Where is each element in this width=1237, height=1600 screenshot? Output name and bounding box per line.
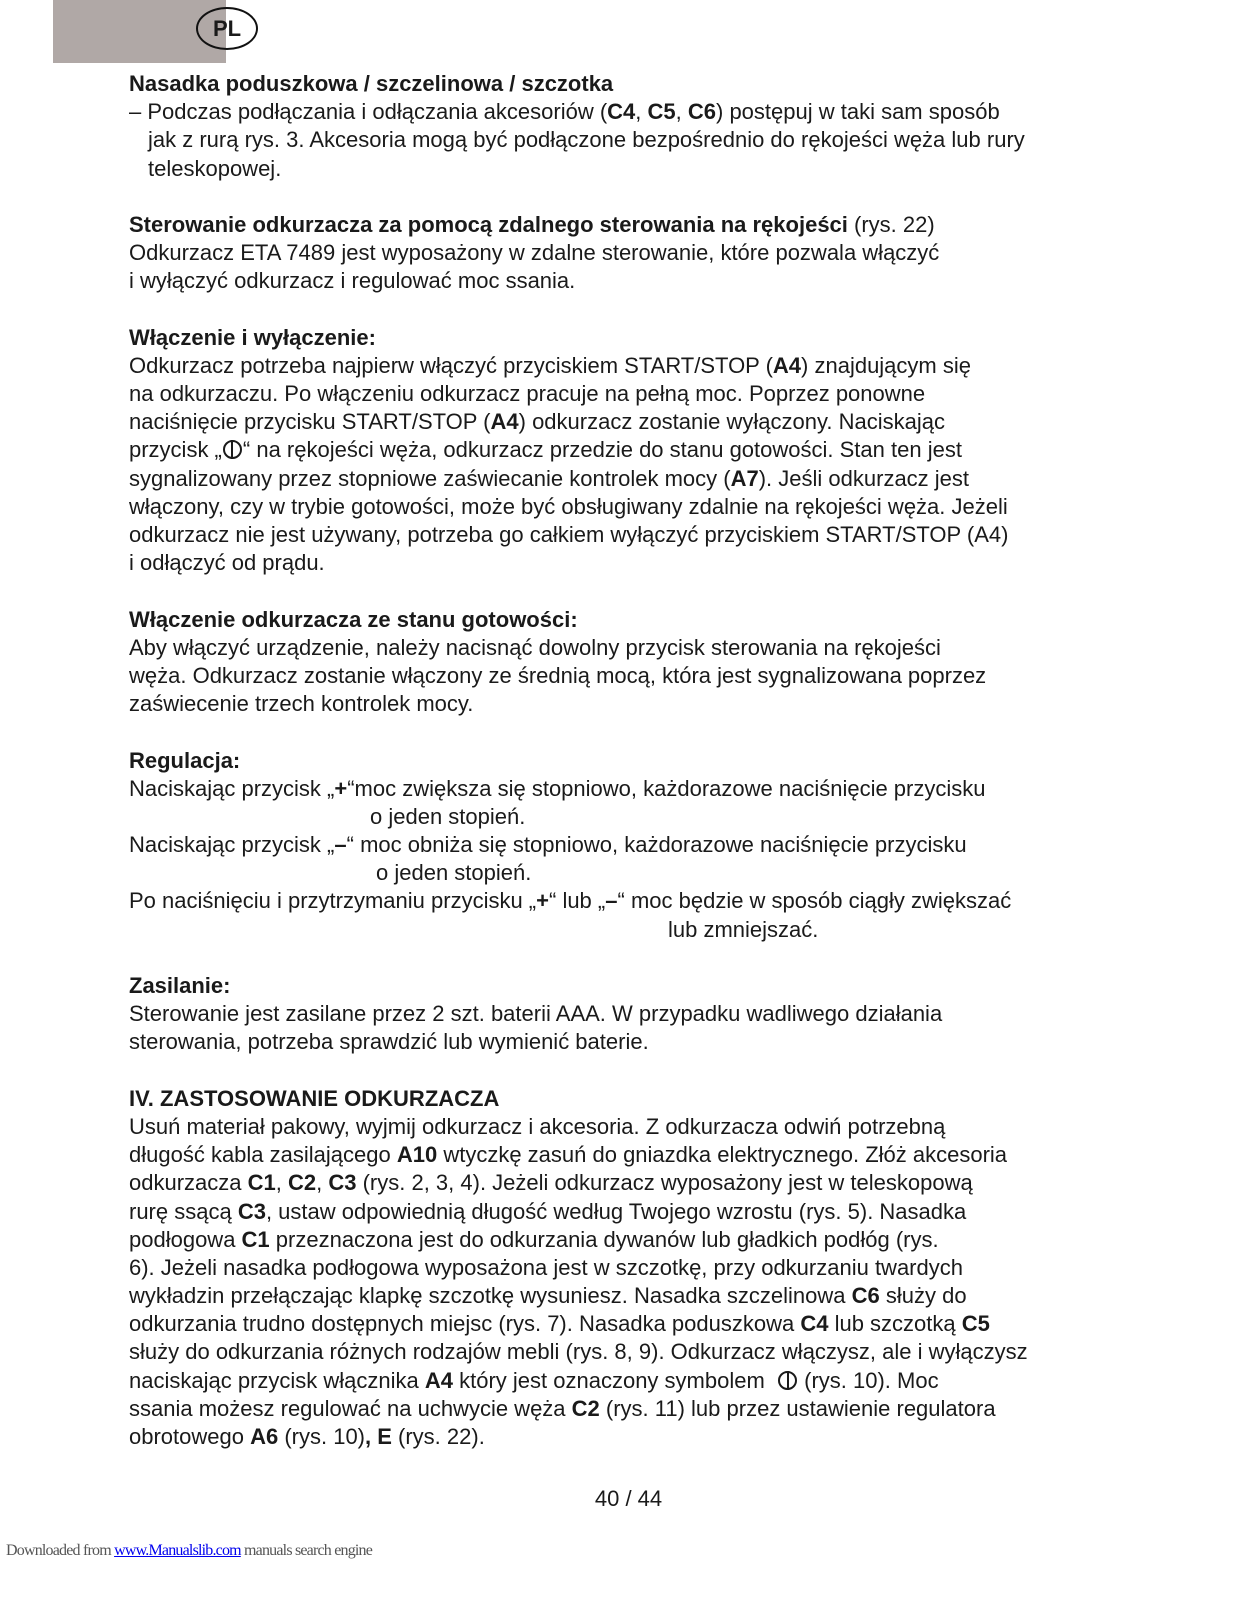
bold-text: C5: [647, 99, 676, 125]
text: naciśnięcie przycisku START/STOP (: [129, 409, 491, 435]
text: ) odkurzacz zostanie wyłączony. Naciskając: [518, 409, 945, 435]
text: jak z rurą rys. 3. Akcesoria mogą być podłączone bezpośrednio do rękojeści węża lub rury: [148, 127, 1025, 153]
footer-prefix: Downloaded from: [6, 1542, 115, 1559]
page-number: 40 / 44: [594, 1486, 663, 1511]
text-line: [129, 916, 1129, 944]
text-line: [129, 859, 1129, 887]
text-line: [129, 1226, 1129, 1254]
bold-text: C4: [800, 1311, 829, 1337]
text-line: [129, 98, 1129, 126]
text-line: [129, 662, 1129, 690]
text: ,: [275, 1170, 288, 1196]
text: i wyłączyć odkurzacz i regulować moc ssania.: [129, 268, 576, 294]
bold-text: Nasadka poduszkowa / szczelinowa / szczotka: [129, 71, 614, 96]
text: “ moc będzie w sposób ciągły zwiększać: [617, 888, 1012, 914]
text-line: [129, 1254, 1129, 1282]
bold-text: C5: [961, 1311, 990, 1337]
text: rurę ssącą: [129, 1198, 238, 1224]
power-icon: [778, 1371, 797, 1390]
text-line: [129, 436, 1129, 464]
bold-text: A7: [730, 465, 759, 491]
text: “ na rękojeści węża, odkurzacz przedzie do stanu gotowości. Stan ten jest: [242, 437, 962, 463]
text: ) znajdującym się: [801, 352, 971, 378]
bold-text: Regulacja:: [129, 747, 241, 773]
text-line: [129, 887, 1129, 915]
text-line: [129, 521, 1129, 549]
bold-text: A4: [490, 409, 519, 435]
language-tab: [53, 0, 242, 63]
text: przycisk „: [129, 437, 222, 463]
text: “ moc obniża się stopniowo, każdorazowe naciśnięcie przycisku: [346, 832, 967, 858]
text: o jeden stopień.: [376, 860, 532, 886]
blank-line: [129, 718, 1129, 746]
bold-text: C2: [287, 1170, 317, 1196]
text: lub zmniejszać.: [668, 916, 819, 942]
text-line: [129, 1338, 1129, 1366]
text-line: [129, 1423, 1129, 1451]
text-line: [129, 1000, 1129, 1028]
text-line: [129, 1028, 1129, 1056]
text: ,: [316, 1170, 329, 1196]
text-line: [129, 1141, 1129, 1169]
bold-text: C1: [247, 1170, 276, 1196]
text: wtyczkę zasuń do gniazdka elektrycznego. Złóż akcesoria: [437, 1142, 1008, 1168]
document-body: [129, 70, 1129, 1451]
text-line: [129, 1198, 1129, 1226]
bold-text: +: [334, 775, 348, 801]
text: (rys. 22): [847, 211, 935, 237]
bold-text: A6: [250, 1424, 279, 1449]
bold-text: Włączenie i wyłączenie:: [129, 324, 376, 350]
text: sygnalizowany przez stopniowe zaświecanie kontrolek mocy (: [129, 465, 731, 491]
text: i odłączyć od prądu.: [129, 550, 325, 576]
text: włączony, czy w trybie gotowości, może być obsługiwany zdalnie na rękojeści węża. Jeżeli: [129, 493, 1008, 519]
text-line: [129, 380, 1129, 408]
text: , ustaw odpowiednią długość według Twojego wzrostu (rys. 5). Nasadka: [265, 1198, 967, 1224]
text-line: [129, 493, 1129, 521]
bold-text: C4: [607, 99, 636, 125]
blank-line: [129, 577, 1129, 605]
bold-text: Włączenie odkurzacza ze stanu gotowości:: [129, 606, 578, 632]
blank-line: [129, 1057, 1129, 1085]
text: przeznaczona jest do odkurzania dywanów lub gładkich podłóg (rys.: [269, 1226, 939, 1252]
bold-text: C6: [687, 99, 716, 125]
text: (rys. 10). Moc: [798, 1367, 939, 1393]
text: długość kabla zasilającego: [129, 1142, 397, 1168]
bold-text: A4: [424, 1367, 453, 1393]
text-line: [129, 634, 1129, 662]
text-line: [129, 324, 1129, 352]
text: odkurzania trudno dostępnych miejsc (rys. 7). Nasadka poduszkowa: [129, 1311, 801, 1337]
blank-line: [129, 183, 1129, 211]
bold-text: +: [536, 888, 549, 914]
text: ) postępuj w taki sam sposób: [716, 99, 1000, 125]
text: ,: [635, 99, 648, 125]
text-line: [129, 775, 1129, 803]
text-line: [129, 606, 1129, 634]
text-line: [129, 972, 1129, 1000]
text-line: [129, 408, 1129, 436]
text-line: [129, 690, 1129, 718]
text-line: [129, 1367, 1129, 1395]
bold-text: IV. ZASTOSOWANIE ODKURZACZA: [129, 1085, 500, 1111]
text: (rys. 2, 3, 4). Jeżeli odkurzacz wyposażony jest w teleskopową: [356, 1170, 973, 1196]
text: Usuń materiał pakowy, wyjmij odkurzacz i akcesoria. Z odkurzacza odwiń potrzebną: [129, 1113, 946, 1139]
text: wykładzin przełączając klapkę szczotkę wysuniesz. Nasadka szczelinowa: [129, 1283, 852, 1309]
text-line: [129, 155, 1129, 183]
text: o jeden stopień.: [370, 803, 526, 829]
text-line: [129, 1085, 1129, 1113]
text: “moc zwiększa się stopniowo, każdorazowe naciśnięcie przycisku: [347, 775, 986, 801]
bold-text: , E: [365, 1424, 392, 1449]
power-icon: [223, 440, 242, 459]
manualslib-link[interactable]: www.Manualslib.com: [114, 1542, 241, 1559]
text-line: [129, 1395, 1129, 1423]
bold-text: A10: [396, 1142, 438, 1168]
text: ssania możesz regulować na uchwycie węża: [129, 1395, 572, 1421]
bold-text: –: [334, 832, 347, 858]
bold-text: Sterowanie odkurzacza za pomocą zdalnego sterowania na rękojeści: [129, 211, 848, 237]
text: Po naciśnięciu i przytrzymaniu przycisku „: [129, 888, 537, 914]
text: odkurzacza: [129, 1170, 248, 1196]
blank-line: [129, 296, 1129, 324]
text: (rys. 11) lub przez ustawienie regulatora: [599, 1395, 996, 1421]
text-line: [129, 803, 1129, 831]
text: lub szczotką: [828, 1311, 962, 1337]
bold-text: C6: [851, 1283, 880, 1309]
text-line: [129, 831, 1129, 859]
text-line: [129, 126, 1129, 154]
text-line: [129, 211, 1129, 239]
text: Aby włączyć urządzenie, należy nacisnąć dowolny przycisk sterowania na rękojeści: [129, 634, 941, 660]
text: ,: [675, 99, 688, 125]
download-footer: [6, 1542, 372, 1560]
text: Odkurzacz potrzeba najpierw włączyć przyciskiem START/STOP (: [129, 352, 773, 378]
text: zaświecenie trzech kontrolek mocy.: [129, 691, 474, 717]
text: który jest oznaczony symbolem: [453, 1367, 778, 1393]
text: – Podczas podłączania i odłączania akcesoriów (: [129, 99, 608, 125]
text-line: [129, 239, 1129, 267]
text: (rys. 10): [278, 1424, 366, 1449]
text-line: [129, 1282, 1129, 1310]
text-line: [129, 1169, 1129, 1197]
text: obrotowego: [129, 1424, 251, 1449]
text: służy do odkurzania różnych rodzajów mebli (rys. 8, 9). Odkurzacz włączysz, ale i wyłączysz: [129, 1339, 1028, 1365]
text: odkurzacz nie jest używany, potrzeba go całkiem wyłączyć przyciskiem START/STOP (A4): [129, 522, 1009, 547]
bold-text: C2: [571, 1395, 600, 1421]
text-line: [129, 747, 1129, 775]
text: (rys. 22).: [391, 1424, 485, 1449]
text: naciskając przycisk włącznika: [129, 1367, 425, 1393]
text-line: [129, 465, 1129, 493]
text: 6). Jeżeli nasadka podłogowa wyposażona jest w szczotkę, przy odkurzaniu twardych: [129, 1254, 963, 1280]
bold-text: A4: [772, 352, 802, 378]
text: sterowania, potrzeba sprawdzić lub wymienić baterie.: [129, 1029, 649, 1055]
text: Sterowanie jest zasilane przez 2 szt. baterii AAA. W przypadku wadliwego działania: [129, 1001, 943, 1027]
text-line: [129, 549, 1129, 577]
bold-text: Zasilanie:: [129, 973, 231, 998]
bold-text: C3: [237, 1198, 266, 1224]
footer-suffix: manuals search engine: [240, 1542, 373, 1559]
blank-line: [129, 944, 1129, 972]
text: teleskopowej.: [148, 155, 282, 181]
text: węża. Odkurzacz zostanie włączony ze średnią mocą, która jest sygnalizowana poprzez: [129, 662, 987, 688]
text-line: [129, 352, 1129, 380]
bold-text: C1: [241, 1226, 270, 1252]
text: Naciskając przycisk „: [129, 775, 335, 801]
text: na odkurzaczu. Po włączeniu odkurzacz pracuje na pełną moc. Poprzez ponowne: [129, 381, 926, 407]
bold-text: C3: [328, 1170, 357, 1196]
text-line: [129, 1310, 1129, 1338]
text: Naciskając przycisk „: [129, 832, 335, 858]
text-line: [129, 70, 1129, 98]
text: podłogowa: [129, 1226, 242, 1252]
text: Odkurzacz ETA 7489 jest wyposażony w zdalne sterowanie, które pozwala włączyć: [129, 240, 940, 266]
text: “ lub „: [549, 888, 606, 914]
bold-text: –: [605, 888, 618, 914]
text: służy do: [879, 1283, 967, 1309]
language-badge: PL: [196, 7, 258, 50]
text-line: [129, 267, 1129, 295]
text: ). Jeśli odkurzacz jest: [758, 465, 970, 491]
text-line: [129, 1113, 1129, 1141]
